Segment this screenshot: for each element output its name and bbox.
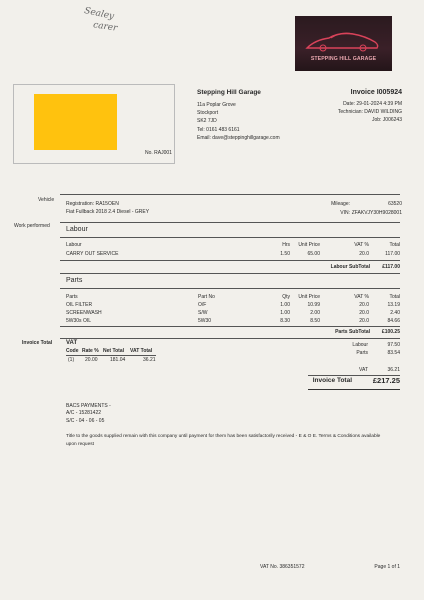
parts-col-parts: Parts (66, 294, 78, 300)
footer-page-number: Page 1 of 1 (374, 564, 400, 570)
labour-heading: Labour (66, 226, 88, 233)
labour-col-unit-price: Unit Price (298, 242, 320, 248)
vat-col-code: Code (66, 348, 79, 354)
garage-address-line-3: SK2 7JD (197, 118, 217, 124)
payment-line-3: S/C - 04 - 06 - 05 (66, 418, 105, 424)
terms-line-2: upon request (66, 442, 95, 447)
invoice-total-section-label: Invoice Total (22, 340, 53, 346)
vehicle-registration: Registration: RA15OEN (66, 201, 119, 207)
vat-table-rule (66, 355, 156, 356)
parts-row-2-vat: 20.0 (359, 310, 369, 316)
vat-col-rate: Rate % (82, 348, 99, 354)
vin-label: VIN: (340, 210, 350, 216)
mileage-label: Mileage: (331, 201, 350, 207)
parts-row-2-qty: 1.00 (280, 310, 290, 316)
labour-col-total: Total (389, 242, 400, 248)
labour-top-rule (60, 222, 400, 223)
work-performed-label: Work performed (14, 223, 50, 229)
parts-col-qty: Qty (282, 294, 290, 300)
parts-row-3-desc: 5W30s OIL (66, 318, 92, 324)
grand-total-double-rule (308, 389, 400, 390)
labour-subtotal-value: £117.00 (382, 264, 400, 270)
invoice-job: Job: J006243 (371, 117, 402, 123)
customer-account-number: No. RAJ001 (145, 150, 172, 156)
labour-subtotal-label: Labour SubTotal (330, 264, 370, 270)
handwritten-note-line-2: carer (92, 20, 118, 34)
totals-vat-label: VAT (359, 367, 368, 373)
parts-top-rule (60, 273, 400, 274)
totals-labour-label: Labour (352, 342, 368, 348)
labour-row-vat: 20.0 (359, 251, 369, 257)
garage-address-line-1: 11a Poplar Grove (197, 102, 236, 108)
parts-row-3-total: 84.66 (387, 318, 400, 324)
invoice-technician: Technician: DAVID WILDING (337, 109, 402, 115)
parts-row-1-unit: 10.99 (307, 302, 320, 308)
handwritten-note-line-1: Sealey (83, 5, 115, 23)
parts-row-2-desc: SCREENWASH (66, 310, 102, 316)
grand-total-label: Invoice Total (312, 377, 352, 384)
labour-row-desc: CARRY OUT SERVICE (66, 251, 119, 257)
parts-row-1-desc: OIL FILTER (66, 302, 93, 308)
parts-row-1-total: 13.19 (387, 302, 400, 308)
parts-subtotal-rule (60, 326, 400, 327)
mileage-value: 63520 (388, 201, 402, 207)
garage-email: Email: dave@steppinghillgarage.com (197, 135, 280, 141)
vehicle-top-rule (60, 194, 400, 195)
garage-name: Stepping Hill Garage (197, 89, 261, 96)
parts-heading: Parts (66, 277, 83, 284)
totals-parts-label: Parts (356, 350, 368, 356)
invoice-title: Invoice I005924 (350, 89, 402, 96)
parts-row-1-partno: O/F (198, 302, 207, 308)
payment-line-1: BACS PAYMENTS - (66, 403, 111, 409)
labour-row-total: 117.00 (385, 251, 400, 257)
parts-row-3-unit: 8.50 (310, 318, 320, 324)
labour-heading-rule (60, 237, 400, 238)
labour-col-labour: Labour (66, 242, 82, 248)
garage-logo (295, 16, 392, 71)
parts-subtotal-label: Parts SubTotal (335, 329, 370, 335)
parts-col-vat: VAT % (354, 294, 369, 300)
totals-labour-value: 97.50 (387, 342, 400, 348)
parts-col-part-no: Part No (198, 294, 215, 300)
vat-row-code: (1) (68, 357, 75, 363)
payment-line-2: A/C - 15281422 (66, 410, 102, 416)
parts-row-2-total: 2.40 (390, 310, 400, 316)
parts-row-1-qty: 1.00 (280, 302, 290, 308)
labour-col-hrs: Hrs (282, 242, 290, 248)
parts-row-3-qty: 8.30 (280, 318, 290, 324)
vin-value: ZFAKVJY30H9028001 (351, 210, 402, 216)
logo-text: STEPPING HILL GARAGE (310, 56, 377, 62)
vehicle-section-label: Vehicle (38, 197, 55, 203)
grand-total-value: £217.25 (372, 376, 400, 385)
vat-row-vat-total: 36.21 (143, 357, 156, 363)
parts-row-1-vat: 20.0 (359, 302, 369, 308)
parts-col-total: Total (389, 294, 400, 300)
parts-row-3-vat: 20.0 (359, 318, 369, 324)
vat-col-vat-total: VAT Total (130, 348, 153, 354)
footer-vat-number: VAT No. 386351572 (260, 564, 305, 570)
parts-row-2-unit: 2.00 (310, 310, 320, 316)
parts-row-2-partno: S/W (198, 310, 208, 316)
vat-row-net: 181.04 (110, 357, 126, 363)
totals-top-rule (60, 338, 400, 339)
garage-address-line-2: Stockport (197, 110, 219, 116)
vat-heading: VAT (66, 340, 78, 346)
car-silhouette-icon (305, 26, 381, 54)
totals-vat-value: 36.21 (387, 367, 400, 373)
labour-row-unit: 65.00 (307, 251, 320, 257)
parts-subtotal-value: £100.25 (381, 329, 400, 335)
redacted-customer-details (34, 94, 117, 150)
labour-row-hrs: 1.50 (280, 251, 290, 257)
labour-col-vat: VAT % (354, 242, 369, 248)
terms-line-1: Title to the goods supplied remain with this company until payment for them has been satisfactorily received - E & O E. Terms & Conditions available (66, 434, 381, 439)
parts-heading-rule (60, 288, 400, 289)
vehicle-description: Fiat Fullback 2018 2.4 Diesel - GREY (66, 209, 150, 215)
vat-col-net: Net Total (103, 348, 125, 354)
totals-parts-value: 83.54 (387, 350, 400, 356)
invoice-date: Date: 29-01-2024 4:39 PM (343, 101, 402, 107)
garage-telephone: Tel: 0161 483 6161 (197, 127, 240, 133)
vat-row-rate: 20.00 (85, 357, 98, 363)
parts-row-3-partno: 5W30 (198, 318, 212, 324)
parts-col-unit-price: Unit Price (298, 294, 320, 300)
labour-subtotal-rule (60, 260, 400, 261)
